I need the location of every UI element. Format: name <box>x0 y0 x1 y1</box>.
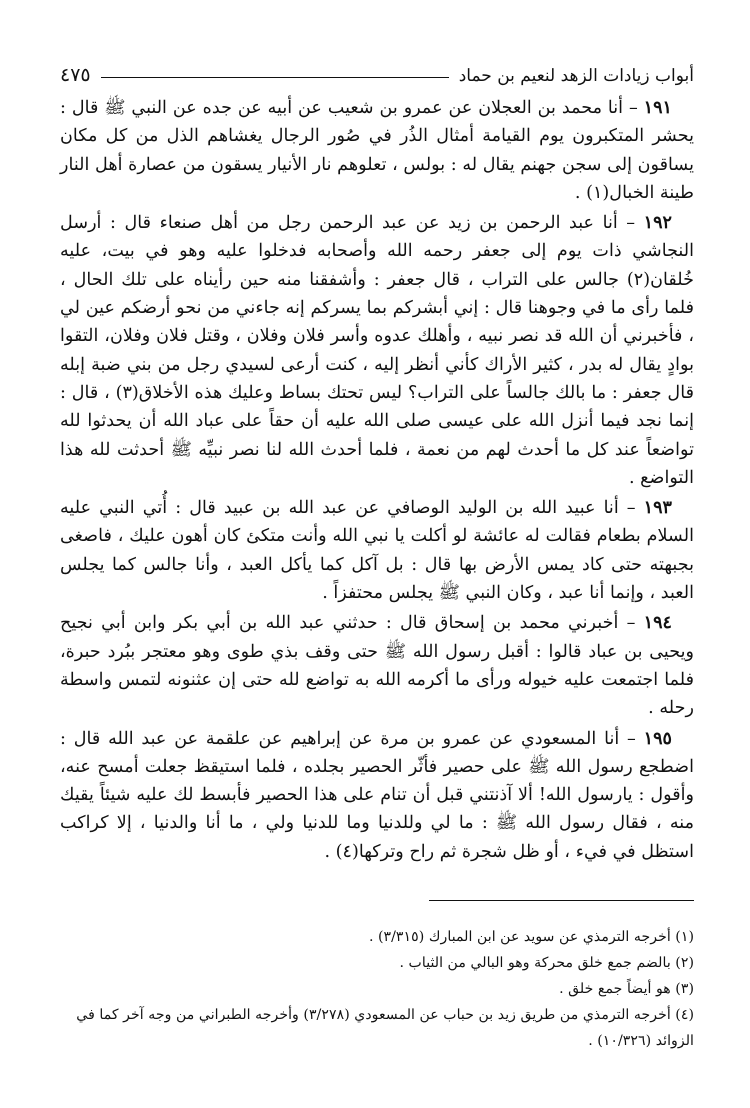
hadith-194 <box>60 609 694 722</box>
header-title: أبواب زيادات الزهد لنعيم بن حماد <box>458 66 694 86</box>
hadith-text: – أنا عبد الرحمن بن زيد عن عبد الرحمن رجل من أهل صنعاء قال : أرسل النجاشي ذات يوم إلى جعفر رحمه الله وأصحابه فدخلوا عليه وهو في بيت، عليه خُلقان(٢) جالس على التراب ، قال جعفر : وأشفقنا منه حين رأيناه على تلك الحال ، فلما رأى ما في وجوهنا قال : إني أبشركم بما يسركم إنه جاءني من نحو أرضكم عين لي ، فأخبرني أن الله قد نصر نبيه ، وأهلك عدوه وأسر فلان وفلان ، وقتل فلان وفلان، التقوا بوادٍ يقال له بدر ، كثير الأراك كأني أنظر إليه ، كنت أرعى لسيدي رجل من بني ضبة إبله قال جعفر : ما بالك جالساً على التراب؟ ليس تحتك بساط وعليك هذه الأخلاق(٣) ، قال : إنما نجد فيما أنزل الله على عيسى صلى الله عليه أن حقاً على عباد الله أن يحدثوا لله تواضعاً عند كل ما أحدث لهم من نعمة ، فلما أحدث الله لنا نصر نبيِّه ﷺ أحدثت لله هذا التواضع . <box>60 213 694 488</box>
footnote-2: (٢) بالضم جمع خلق محركة وهو البالي من الثياب . <box>399 955 694 971</box>
footnote-4: (٤) أخرجه الترمذي من طريق زيد بن حباب عن المسعودي (٣/٢٧٨) وأخرجه الطبراني من وجه آخر كما في الزوائد (١٠/٣٢٦) . <box>76 1007 694 1049</box>
footnote-1: (١) أخرجه الترمذي عن سويد عن ابن المبارك (٣/٣١٥) . <box>368 929 694 945</box>
footnotes <box>60 924 694 1054</box>
header-rule <box>101 77 449 78</box>
hadith-192 <box>60 209 694 492</box>
hadith-number: ١٩٢ <box>643 212 672 234</box>
hadith-text: – أخبرني محمد بن إسحاق قال : حدثني عبد الله بن أبي بكر وابن أبي نجيح ويحيى بن عباد قالوا : أقبل رسول الله ﷺ حتى وقف بذي طوى وهو معتجر ببُرد حبرة، فلما اجتمعت عليه خيوله ورأى ما أكرمه الله به تواضع لله حتى إن عثنونه لتمس واسطة رحله . <box>60 613 694 719</box>
hadith-number: ١٩٣ <box>643 497 672 519</box>
page-number: ٤٧٥ <box>60 64 91 86</box>
hadith-text: – أنا المسعودي عن عمرو بن مرة عن إبراهيم عن علقمة عن عبد الله قال : اضطجع رسول الله ﷺ على حصير فأثّر الحصير بجلده ، فلما استيقظ جعلت أمسح عنه، وأقول : يارسول الله! ألا آذنتني قبل أن تنام على هذا الحصير فأبسط لك عليه شيئاً يقيك منه ، فقال رسول الله ﷺ : ما لي وللدنيا وما للدنيا ولي ، ما أنا والدنيا ، إلا كراكب استظل في فيء ، أو ظل شجرة ثم راح وتركها(٤) . <box>60 728 694 862</box>
footnote-separator <box>429 900 694 901</box>
hadith-number: ١٩٤ <box>643 612 672 634</box>
hadith-195 <box>60 725 694 866</box>
running-header <box>60 58 694 86</box>
hadith-number: ١٩١ <box>643 97 673 118</box>
hadith-text: – أنا عبيد الله بن الوليد الوصافي عن عبد الله بن عبيد قال : أُتي النبي عليه السلام بطعام فقالت له عائشة لو أكلت يا نبي الله وأنت متكئ كان أهون عليك ، فاصغى بجبهته حتى كاد يمس الأرض بها قال : بل آكل كما يأكل العبد ، وأنا جالس كما يجلس العبد ، وإنما أنا عبد ، وكان النبي ﷺ يجلس محتفزاً . <box>60 498 694 604</box>
hadith-text: – أنا محمد بن العجلان عن عمرو بن شعيب عن أبيه عن جده عن النبي ﷺ قال : يحشر المتكبرون يوم القيامة أمثال الذُر في صُور الرجال يغشاهم الذل من كل مكان يساقون إلى سجن جهنم يقال له : بولس ، تعلوهم نار الأنيار يسقون من عصارة أهل النار طينة الخبال(١) . <box>60 98 694 203</box>
hadith-191 <box>60 94 694 207</box>
footnote-3: (٣) هو أيضاً جمع خلق . <box>559 981 694 997</box>
hadith-number: ١٩٥ <box>643 727 672 749</box>
main-text <box>60 92 694 866</box>
hadith-193 <box>60 494 694 607</box>
